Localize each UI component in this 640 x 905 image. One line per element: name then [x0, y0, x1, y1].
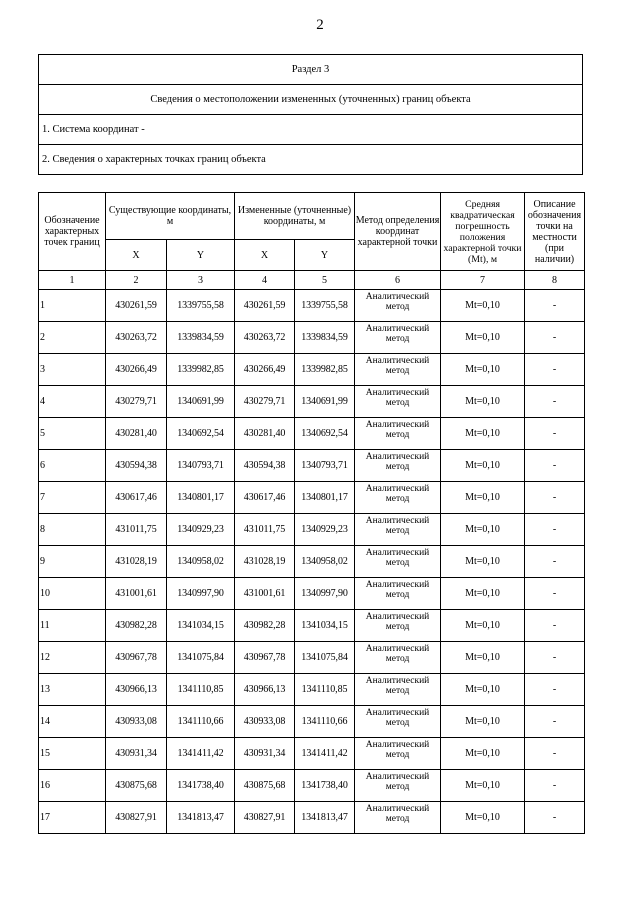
accuracy-cell: Mt=0,10 [441, 322, 525, 354]
existing-x-cell: 430875,68 [106, 770, 167, 802]
method-cell: Аналитический метод [355, 546, 441, 578]
header-changed-y: Y [295, 240, 355, 271]
method-cell: Аналитический метод [355, 450, 441, 482]
header-changed-x: X [235, 240, 295, 271]
changed-y-cell: 1339755,58 [295, 290, 355, 322]
accuracy-cell: Mt=0,10 [441, 578, 525, 610]
description-cell: - [525, 482, 585, 514]
section-header-table [38, 54, 583, 175]
table-row [39, 514, 585, 546]
changed-y-cell: 1341110,66 [295, 706, 355, 738]
existing-y-cell: 1340958,02 [167, 546, 235, 578]
coordinate-system: 1. Система координат - [39, 115, 583, 145]
point-id-cell: 13 [39, 674, 106, 706]
accuracy-cell: Mt=0,10 [441, 418, 525, 450]
existing-y-cell: 1340929,23 [167, 514, 235, 546]
column-number: 4 [235, 271, 295, 290]
accuracy-cell: Mt=0,10 [441, 514, 525, 546]
existing-y-cell: 1341034,15 [167, 610, 235, 642]
description-cell: - [525, 610, 585, 642]
changed-x-cell: 430279,71 [235, 386, 295, 418]
description-cell: - [525, 450, 585, 482]
existing-x-cell: 430279,71 [106, 386, 167, 418]
table-row [39, 386, 585, 418]
existing-y-cell: 1340692,54 [167, 418, 235, 450]
table-row [39, 738, 585, 770]
accuracy-cell: Mt=0,10 [441, 450, 525, 482]
changed-x-cell: 431001,61 [235, 578, 295, 610]
existing-x-cell: 430967,78 [106, 642, 167, 674]
existing-y-cell: 1339755,58 [167, 290, 235, 322]
method-cell: Аналитический метод [355, 482, 441, 514]
changed-y-cell: 1340929,23 [295, 514, 355, 546]
description-cell: - [525, 290, 585, 322]
changed-x-cell: 430594,38 [235, 450, 295, 482]
changed-x-cell: 430982,28 [235, 610, 295, 642]
existing-x-cell: 430261,59 [106, 290, 167, 322]
method-cell: Аналитический метод [355, 514, 441, 546]
table-body [39, 290, 585, 834]
changed-x-cell: 430875,68 [235, 770, 295, 802]
accuracy-cell: Mt=0,10 [441, 610, 525, 642]
existing-x-cell: 430281,40 [106, 418, 167, 450]
existing-x-cell: 431001,61 [106, 578, 167, 610]
table-row [39, 290, 585, 322]
changed-y-cell: 1341075,84 [295, 642, 355, 674]
header-changed-coords: Измененные (уточненные) координаты, м [235, 193, 355, 240]
method-cell: Аналитический метод [355, 290, 441, 322]
existing-y-cell: 1341411,42 [167, 738, 235, 770]
existing-y-cell: 1340801,17 [167, 482, 235, 514]
description-cell: - [525, 674, 585, 706]
method-cell: Аналитический метод [355, 418, 441, 450]
table-row [39, 450, 585, 482]
point-id-cell: 4 [39, 386, 106, 418]
point-id-cell: 14 [39, 706, 106, 738]
changed-x-cell: 430263,72 [235, 322, 295, 354]
changed-y-cell: 1340692,54 [295, 418, 355, 450]
changed-y-cell: 1341110,85 [295, 674, 355, 706]
header-point-id: Обозначение характерных точек границ [39, 193, 106, 271]
column-number: 5 [295, 271, 355, 290]
section-subtitle: Сведения о местоположении измененных (уточненных) границ объекта [39, 85, 583, 115]
page-number: 2 [316, 17, 324, 33]
header-existing-coords: Существующие координаты, м [106, 193, 235, 240]
existing-x-cell: 430966,13 [106, 674, 167, 706]
header-existing-x: X [106, 240, 167, 271]
existing-y-cell: 1340691,99 [167, 386, 235, 418]
point-id-cell: 9 [39, 546, 106, 578]
description-cell: - [525, 514, 585, 546]
existing-x-cell: 430933,08 [106, 706, 167, 738]
accuracy-cell: Mt=0,10 [441, 354, 525, 386]
point-id-cell: 7 [39, 482, 106, 514]
points-caption: 2. Сведения о характерных точках границ объекта [39, 145, 583, 175]
accuracy-cell: Mt=0,10 [441, 674, 525, 706]
description-cell: - [525, 386, 585, 418]
point-id-cell: 1 [39, 290, 106, 322]
existing-y-cell: 1341110,66 [167, 706, 235, 738]
changed-x-cell: 430617,46 [235, 482, 295, 514]
boundary-points-table [38, 192, 585, 834]
accuracy-cell: Mt=0,10 [441, 706, 525, 738]
point-id-cell: 11 [39, 610, 106, 642]
description-cell: - [525, 578, 585, 610]
table-row [39, 770, 585, 802]
changed-y-cell: 1340793,71 [295, 450, 355, 482]
existing-x-cell: 431028,19 [106, 546, 167, 578]
column-number: 7 [441, 271, 525, 290]
changed-x-cell: 431011,75 [235, 514, 295, 546]
accuracy-cell: Mt=0,10 [441, 290, 525, 322]
accuracy-cell: Mt=0,10 [441, 386, 525, 418]
existing-y-cell: 1341813,47 [167, 802, 235, 834]
point-id-cell: 8 [39, 514, 106, 546]
point-id-cell: 6 [39, 450, 106, 482]
point-id-cell: 5 [39, 418, 106, 450]
accuracy-cell: Mt=0,10 [441, 482, 525, 514]
existing-x-cell: 430931,34 [106, 738, 167, 770]
changed-y-cell: 1340997,90 [295, 578, 355, 610]
table-row [39, 610, 585, 642]
header-existing-y: Y [167, 240, 235, 271]
column-number: 3 [167, 271, 235, 290]
changed-y-cell: 1340691,99 [295, 386, 355, 418]
point-id-cell: 12 [39, 642, 106, 674]
changed-x-cell: 430966,13 [235, 674, 295, 706]
changed-y-cell: 1339834,59 [295, 322, 355, 354]
table-row [39, 642, 585, 674]
column-number: 1 [39, 271, 106, 290]
method-cell: Аналитический метод [355, 354, 441, 386]
accuracy-cell: Mt=0,10 [441, 802, 525, 834]
changed-x-cell: 430261,59 [235, 290, 295, 322]
existing-y-cell: 1341110,85 [167, 674, 235, 706]
table-row [39, 802, 585, 834]
changed-y-cell: 1341738,40 [295, 770, 355, 802]
table-row [39, 706, 585, 738]
existing-x-cell: 430263,72 [106, 322, 167, 354]
accuracy-cell: Mt=0,10 [441, 738, 525, 770]
changed-x-cell: 430967,78 [235, 642, 295, 674]
existing-x-cell: 431011,75 [106, 514, 167, 546]
point-id-cell: 10 [39, 578, 106, 610]
changed-y-cell: 1339982,85 [295, 354, 355, 386]
method-cell: Аналитический метод [355, 386, 441, 418]
table-row [39, 482, 585, 514]
existing-x-cell: 430594,38 [106, 450, 167, 482]
method-cell: Аналитический метод [355, 802, 441, 834]
existing-y-cell: 1341738,40 [167, 770, 235, 802]
description-cell: - [525, 322, 585, 354]
description-cell: - [525, 738, 585, 770]
method-cell: Аналитический метод [355, 322, 441, 354]
changed-y-cell: 1341813,47 [295, 802, 355, 834]
description-cell: - [525, 546, 585, 578]
existing-x-cell: 430827,91 [106, 802, 167, 834]
column-number: 8 [525, 271, 585, 290]
existing-y-cell: 1341075,84 [167, 642, 235, 674]
table-row [39, 578, 585, 610]
description-cell: - [525, 770, 585, 802]
table-row [39, 546, 585, 578]
changed-y-cell: 1341411,42 [295, 738, 355, 770]
changed-x-cell: 430266,49 [235, 354, 295, 386]
changed-x-cell: 430281,40 [235, 418, 295, 450]
header-description: Описание обозначения точки на местности (при наличии) [525, 193, 585, 271]
header-accuracy: Средняя квадратическая погрешность положения характерной точки (Mt), м [441, 193, 525, 271]
changed-x-cell: 430933,08 [235, 706, 295, 738]
point-id-cell: 15 [39, 738, 106, 770]
header-method: Метод определения координат характерной точки [355, 193, 441, 271]
method-cell: Аналитический метод [355, 770, 441, 802]
existing-y-cell: 1339982,85 [167, 354, 235, 386]
method-cell: Аналитический метод [355, 610, 441, 642]
method-cell: Аналитический метод [355, 578, 441, 610]
existing-y-cell: 1339834,59 [167, 322, 235, 354]
description-cell: - [525, 642, 585, 674]
point-id-cell: 2 [39, 322, 106, 354]
description-cell: - [525, 706, 585, 738]
changed-y-cell: 1340958,02 [295, 546, 355, 578]
table-row [39, 674, 585, 706]
point-id-cell: 3 [39, 354, 106, 386]
column-number: 6 [355, 271, 441, 290]
changed-y-cell: 1340801,17 [295, 482, 355, 514]
section-title: Раздел 3 [39, 55, 583, 85]
existing-y-cell: 1340793,71 [167, 450, 235, 482]
point-id-cell: 17 [39, 802, 106, 834]
table-row [39, 418, 585, 450]
column-number: 2 [106, 271, 167, 290]
existing-x-cell: 430617,46 [106, 482, 167, 514]
method-cell: Аналитический метод [355, 738, 441, 770]
changed-x-cell: 430827,91 [235, 802, 295, 834]
point-id-cell: 16 [39, 770, 106, 802]
method-cell: Аналитический метод [355, 674, 441, 706]
description-cell: - [525, 418, 585, 450]
description-cell: - [525, 802, 585, 834]
existing-x-cell: 430982,28 [106, 610, 167, 642]
changed-x-cell: 431028,19 [235, 546, 295, 578]
accuracy-cell: Mt=0,10 [441, 546, 525, 578]
method-cell: Аналитический метод [355, 642, 441, 674]
accuracy-cell: Mt=0,10 [441, 642, 525, 674]
method-cell: Аналитический метод [355, 706, 441, 738]
changed-y-cell: 1341034,15 [295, 610, 355, 642]
description-cell: - [525, 354, 585, 386]
table-row [39, 354, 585, 386]
existing-y-cell: 1340997,90 [167, 578, 235, 610]
table-row [39, 322, 585, 354]
existing-x-cell: 430266,49 [106, 354, 167, 386]
changed-x-cell: 430931,34 [235, 738, 295, 770]
accuracy-cell: Mt=0,10 [441, 770, 525, 802]
